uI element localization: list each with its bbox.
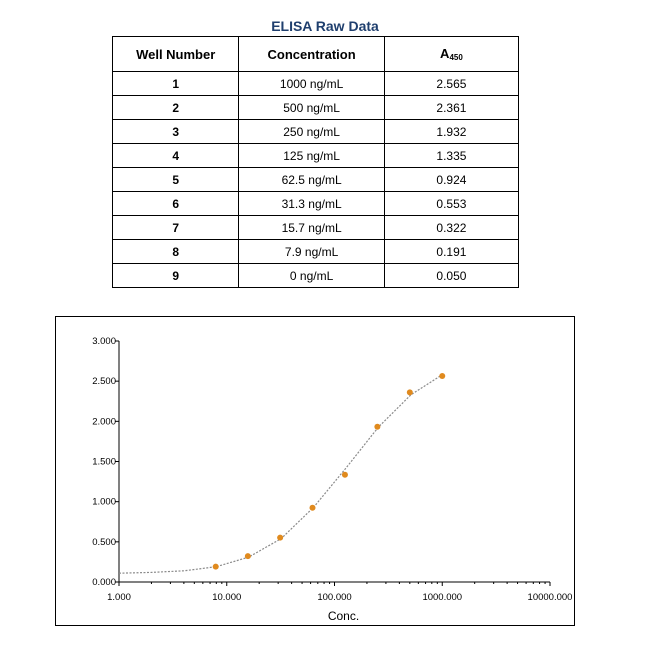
table-row bbox=[113, 96, 519, 120]
cell-absorbance: 0.553 bbox=[384, 192, 518, 216]
data-point bbox=[439, 373, 445, 379]
data-point bbox=[245, 553, 251, 559]
table-row bbox=[113, 168, 519, 192]
table-row bbox=[113, 264, 519, 288]
standard-curve-chart bbox=[56, 317, 574, 625]
y-tick-label: 1.000 bbox=[92, 496, 116, 508]
table-row bbox=[113, 216, 519, 240]
chart-frame bbox=[55, 316, 575, 626]
table-row bbox=[113, 72, 519, 96]
fit-curve-line bbox=[119, 375, 442, 574]
cell-well: 2 bbox=[113, 96, 239, 120]
cell-well: 6 bbox=[113, 192, 239, 216]
cell-concentration: 7.9 ng/mL bbox=[239, 240, 385, 264]
cell-absorbance: 2.361 bbox=[384, 96, 518, 120]
cell-concentration: 250 ng/mL bbox=[239, 120, 385, 144]
data-point bbox=[342, 472, 348, 478]
data-point bbox=[213, 564, 219, 570]
header-absorbance bbox=[384, 37, 518, 72]
cell-well: 7 bbox=[113, 216, 239, 240]
cell-absorbance: 1.932 bbox=[384, 120, 518, 144]
y-tick-label: 0.000 bbox=[92, 577, 116, 588]
table-row bbox=[113, 192, 519, 216]
cell-well: 9 bbox=[113, 264, 239, 288]
cell-absorbance: 0.050 bbox=[384, 264, 518, 288]
elisa-table bbox=[112, 36, 519, 288]
header-well-number: Well Number bbox=[113, 37, 239, 72]
cell-absorbance: 0.191 bbox=[384, 240, 518, 264]
table-title: ELISA Raw Data bbox=[271, 18, 379, 34]
y-tick-label: 3.000 bbox=[92, 336, 116, 347]
cell-concentration: 500 ng/mL bbox=[239, 96, 385, 120]
cell-concentration: 31.3 ng/mL bbox=[239, 192, 385, 216]
data-point bbox=[407, 389, 413, 395]
header-absorbance-main: A bbox=[440, 46, 450, 61]
cell-concentration: 125 ng/mL bbox=[239, 144, 385, 168]
data-point bbox=[374, 424, 380, 430]
table-header-row bbox=[113, 37, 519, 72]
cell-absorbance: 2.565 bbox=[384, 72, 518, 96]
cell-well: 5 bbox=[113, 168, 239, 192]
header-absorbance-sub: 450 bbox=[449, 53, 463, 62]
table-row bbox=[113, 240, 519, 264]
x-tick-label: 1000.000 bbox=[422, 592, 463, 603]
y-tick-label: 0.500 bbox=[92, 536, 116, 548]
y-tick-label: 2.500 bbox=[92, 376, 116, 388]
cell-well: 4 bbox=[113, 144, 239, 168]
x-tick-label: 10.000 bbox=[212, 592, 242, 603]
data-point bbox=[310, 505, 316, 511]
cell-well: 8 bbox=[113, 240, 239, 264]
cell-well: 1 bbox=[113, 72, 239, 96]
cell-concentration: 62.5 ng/mL bbox=[239, 168, 385, 192]
header-concentration: Concentration bbox=[239, 37, 385, 72]
x-tick-label: 10000.000 bbox=[527, 592, 573, 603]
cell-absorbance: 0.924 bbox=[384, 168, 518, 192]
cell-concentration: 0 ng/mL bbox=[239, 264, 385, 288]
x-tick-label: 1.000 bbox=[107, 592, 131, 603]
y-tick-label: 2.000 bbox=[92, 416, 116, 428]
cell-absorbance: 0.322 bbox=[384, 216, 518, 240]
cell-concentration: 1000 ng/mL bbox=[239, 72, 385, 96]
cell-absorbance: 1.335 bbox=[384, 144, 518, 168]
x-tick-label: 100.000 bbox=[317, 592, 352, 603]
table-row bbox=[113, 120, 519, 144]
cell-well: 3 bbox=[113, 120, 239, 144]
y-tick-label: 1.500 bbox=[92, 456, 116, 468]
x-axis-label: Conc. bbox=[327, 609, 360, 623]
data-point bbox=[277, 535, 283, 541]
table-row bbox=[113, 144, 519, 168]
cell-concentration: 15.7 ng/mL bbox=[239, 216, 385, 240]
